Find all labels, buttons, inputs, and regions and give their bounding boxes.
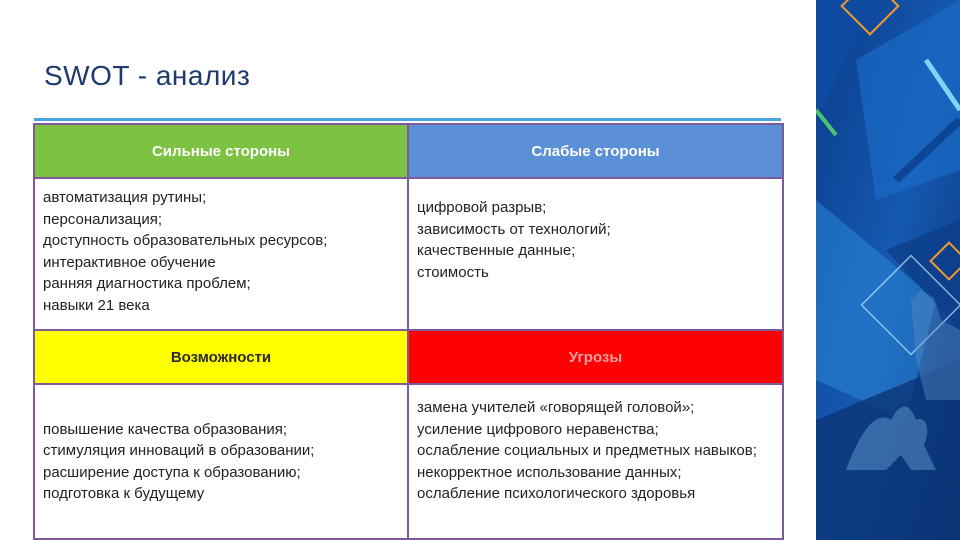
list-item: некорректное использование данных;	[417, 463, 682, 481]
list-item: персонализация;	[43, 210, 163, 228]
list-item: ослабление психологического здоровья	[417, 485, 696, 502]
list-item: расширение доступа к образованию;	[43, 463, 301, 481]
strengths-list	[43, 187, 407, 316]
list-item: ранняя диагностика проблем;	[43, 275, 251, 292]
list-item: стимуляция инноваций в образовании;	[43, 442, 315, 459]
list-item: цифровой разрыв;	[417, 199, 547, 216]
opportunities-header: Возможности	[34, 330, 408, 384]
threats-list	[417, 397, 782, 505]
threats-cell	[408, 384, 783, 539]
swot-table	[33, 123, 784, 540]
list-item: повышение качества образования;	[43, 420, 288, 438]
list-item: усиление цифрового неравенства;	[417, 420, 659, 438]
list-item: подготовка к будущему	[43, 485, 205, 502]
decorative-background-image	[816, 0, 960, 540]
list-item: автоматизация рутины;	[43, 189, 207, 206]
weaknesses-cell	[408, 178, 783, 330]
strengths-header: Сильные стороны	[34, 124, 408, 178]
threats-header: Угрозы	[408, 330, 783, 384]
list-item: навыки 21 века	[43, 296, 150, 314]
list-item: интерактивное обучение	[43, 253, 216, 271]
list-item: качественные данные;	[417, 242, 576, 259]
title-divider	[34, 118, 781, 121]
opportunities-list	[43, 419, 407, 505]
weaknesses-header: Слабые стороны	[408, 124, 783, 178]
decorative-side-panel	[816, 0, 960, 540]
list-item: замена учителей «говорящей головой»;	[417, 399, 695, 416]
weaknesses-list	[417, 197, 782, 283]
list-item: стоимость	[417, 263, 489, 281]
page-title: SWOT - анализ	[44, 60, 251, 91]
strengths-cell	[34, 178, 408, 330]
list-item: доступность образовательных ресурсов;	[43, 232, 328, 249]
opportunities-cell	[34, 384, 408, 539]
list-item: ослабление социальных и предметных навыков;	[417, 442, 757, 459]
list-item: зависимость от технологий;	[417, 220, 611, 238]
